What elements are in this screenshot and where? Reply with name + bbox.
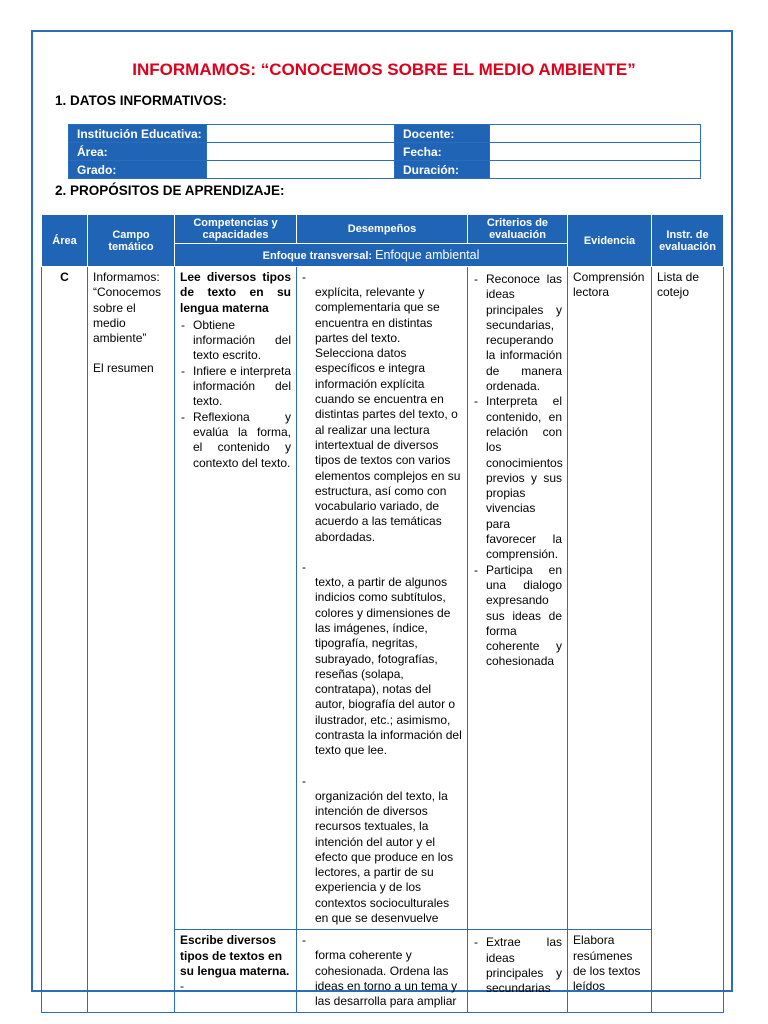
enfoque-value: Enfoque ambiental	[375, 248, 480, 262]
section-propositos: 2. PROPÓSITOS DE APRENDIZAJE:	[55, 183, 285, 198]
criterios-list	[473, 935, 562, 996]
competencia-cell	[175, 267, 297, 930]
table-row	[42, 267, 724, 930]
institucion-label: Institución Educativa:	[69, 125, 207, 143]
institucion-field[interactable]	[207, 125, 395, 143]
header-instr: Instr. de evaluación	[652, 215, 724, 267]
duracion-field[interactable]	[490, 161, 701, 179]
evidencia-cell: Comprensión lectora	[568, 267, 652, 930]
area-field[interactable]	[207, 143, 395, 161]
desempeno-text: forma coherente y cohesionada. Ordena las ideas en torno a un tema y las desarrolla para ampliar	[315, 948, 458, 1009]
desempeno-text: explícita, relevante y complementaria que se encuentra en distintas partes del texto. Selecciona datos específicos e integra información explícita cuando se encuentra en distintas partes del texto, o al realizar una lectura intertextual de diversos tipos de textos con varios elementos complejos en su estructura, así como con vocabulario variado, de acuerdo a las temáticas abordadas.	[315, 285, 461, 544]
capacidades-list	[180, 318, 291, 471]
desempenos-cell: - forma coherente y cohesionada. Ordena las ideas en torno a un tema y las desarrolla para ampliar	[297, 930, 468, 1013]
competencia-title: Lee diversos tipos de texto en su lengua materna	[180, 270, 291, 315]
info-row	[69, 161, 701, 179]
header-criterios: Criterios de evaluación	[468, 215, 568, 244]
list-item: - Interpreta el contenido, en relación con los conocimientos previos y sus propias vivencias para favorecer la comprensión.	[473, 394, 562, 562]
desempeno-item: - texto, a partir de algunos indicios como subtítulos, colores y dimensiones de las imágenes, índice, tipografía, negritas, subrayado, fotografías, reseñas (solapa, contratapa), notas del autor, biografía del autor o ilustrador, etc.; asimismo, contrasta la información del texto que lee.	[302, 560, 462, 758]
header-area: Área	[42, 215, 88, 267]
section-datos-informativos: 1. DATOS INFORMATIVOS:	[55, 93, 227, 108]
criterios-cell	[468, 267, 568, 930]
campo-cell	[88, 267, 175, 1013]
list-item: - Reconoce las ideas principales y secundarias, recuperando la información de manera ordenada.	[473, 272, 562, 394]
campo-subtitle: El resumen	[93, 361, 154, 376]
header-desempenos: Desempeños	[297, 215, 468, 244]
campo-title: Informamos: “Conocemos sobre el medio ambiente”	[93, 270, 162, 346]
instr-cell: Lista de cotejo	[652, 267, 724, 1013]
list-item: - Participa en una dialogo expresando sus ideas de forma coherente y cohesionada	[473, 563, 562, 670]
criterios-cell	[468, 930, 568, 1013]
desempeno-item: - explícita, relevante y complementaria que se encuentra en distintas partes del texto. Selecciona datos específicos e integra información explícita cuando se encuentra en distintas partes del texto, o al realizar una lectura intertextual de diversos tipos de textos con varios elementos complejos en su estructura, así como con vocabulario variado, de acuerdo a las temáticas abordadas.	[302, 270, 461, 544]
duracion-label: Duración:	[395, 161, 490, 179]
header-evidencia: Evidencia	[568, 215, 652, 267]
competencia-dash: -	[180, 979, 184, 994]
fecha-field[interactable]	[490, 143, 701, 161]
list-item: - Extrae las ideas principales y secundarias	[473, 935, 562, 996]
desempeno-text: texto, a partir de algunos indicios como subtítulos, colores y dimensiones de las imágenes, índice, tipografía, negritas, subrayado, fotografías, reseñas (solapa, contratapa), notas del autor, biografía del autor o ilustrador, etc.; asimismo, contrasta la información del texto que lee.	[315, 575, 462, 758]
docente-field[interactable]	[490, 125, 701, 143]
info-row	[69, 125, 701, 143]
grado-label: Grado:	[69, 161, 207, 179]
docente-label: Docente:	[395, 125, 490, 143]
info-row	[69, 143, 701, 161]
competencia-cell	[175, 930, 297, 1013]
document-title: INFORMAMOS: “CONOCEMOS SOBRE EL MEDIO AMBIENTE”	[132, 60, 636, 79]
fecha-label: Fecha:	[395, 143, 490, 161]
desempeno-text: organización del texto, la intención de diversos recursos textuales, la intención del autor y el efecto que produce en los lectores, a partir de su experiencia y de los contextos socioculturales en que se desenvuelve	[315, 788, 454, 925]
header-competencias: Competencias y capacidades	[175, 215, 297, 244]
evidencia-cell: Elabora resúmenes de los textos leídos	[568, 930, 652, 1013]
desempenos-cell	[297, 267, 468, 930]
list-item: - Obtiene información del texto escrito.	[180, 318, 291, 364]
header-row	[42, 215, 724, 244]
list-item: - Infiere e interpreta información del texto.	[180, 364, 291, 410]
area-label: Área:	[69, 143, 207, 161]
area-cell: C	[42, 267, 88, 1013]
enfoque-label: Enfoque transversal:	[262, 250, 373, 262]
datos-informativos-table	[68, 124, 701, 179]
enfoque-cell	[175, 244, 568, 267]
list-item: - Reflexiona y evalúa la forma, el contenido y contexto del texto.	[180, 410, 291, 471]
grado-field[interactable]	[207, 161, 395, 179]
propositos-table	[41, 214, 724, 1013]
criterios-list	[473, 272, 562, 670]
header-campo: Campo temático	[88, 215, 175, 267]
competencia-title: Escribe diversos tipos de textos en su lengua materna.	[180, 933, 290, 978]
desempeno-item: - organización del texto, la intención de diversos recursos textuales, la intención del autor y el efecto que produce en los lectores, a partir de su experiencia y de los contextos socioculturales en que se desenvuelve	[302, 774, 462, 927]
